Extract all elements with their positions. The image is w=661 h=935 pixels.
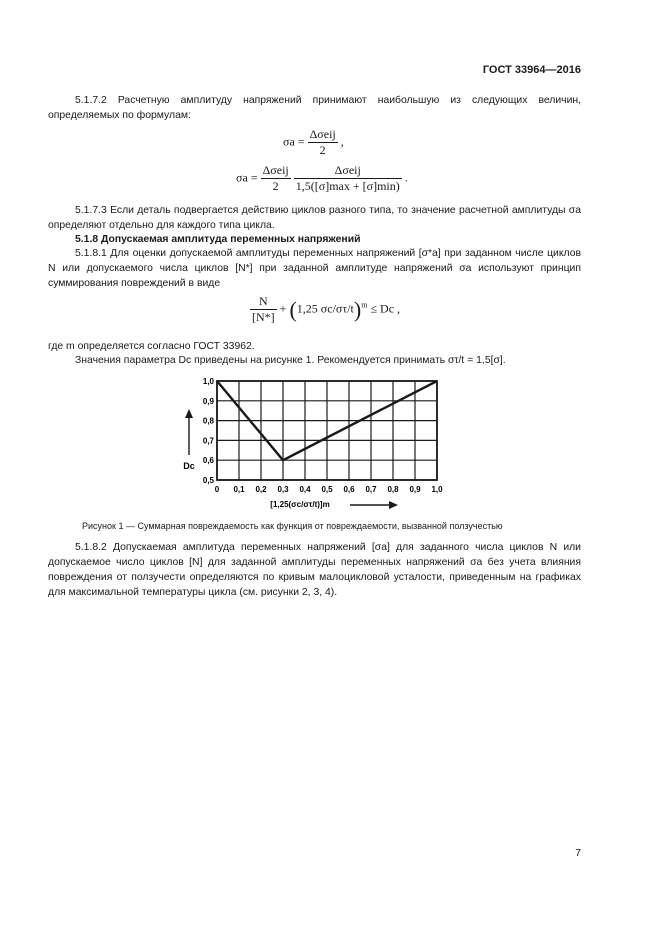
x-tick-label: 0,1	[233, 485, 245, 494]
formula-1	[283, 127, 344, 158]
x-tick-label: 0,9	[409, 485, 421, 494]
y-tick-label: 1,0	[202, 377, 214, 386]
document-code: ГОСТ 33964—2016	[482, 64, 581, 76]
y-tick-label: 0,8	[202, 416, 214, 426]
formula-2	[236, 163, 408, 194]
y-axis-arrow-head	[185, 409, 193, 418]
formula-2-lhs: σa =	[236, 170, 258, 185]
x-tick-label: 0,2	[255, 485, 267, 494]
x-tick-label: 0,4	[299, 485, 311, 494]
formula-1-tail: ,	[340, 134, 344, 149]
x-tick-label: 0,3	[277, 485, 289, 494]
formula-1-lhs: σa =	[283, 134, 305, 149]
formula-2-fraction-1	[261, 163, 291, 194]
section-heading-5-1-8: 5.1.8 Допускаемая амплитуда переменных напряжений	[75, 234, 361, 245]
formula-3-power: m	[361, 300, 368, 310]
page-number: 7	[575, 848, 581, 859]
damage-chart	[170, 372, 470, 512]
formula-3-rhs: ≤ Dc ,	[370, 301, 401, 316]
y-tick-label: 0,9	[202, 396, 214, 406]
paragraph-dc-values: Значения параметра Dc приведены на рисунке 1. Рекомендуется принимать στ/t = 1,5[σ].	[75, 355, 506, 366]
paragraph-where-m: где m определяется согласно ГОСТ 33962.	[48, 341, 255, 352]
paragraph-5-1-7-3: 5.1.7.3 Если деталь подвергается действию циклов разного типа, то значение расчетной амплитуды σa определяют отдельно для каждого типа цикла.	[48, 205, 581, 231]
paragraph-5-1-7-2: 5.1.7.2 Расчетную амплитуду напряжений принимают наибольшую из следующих величин, определяемых по формулам:	[48, 95, 581, 121]
formula-1-denominator: 2	[308, 142, 338, 158]
formula-3-fraction	[250, 294, 277, 325]
figure-caption: Рисунок 1 — Суммарная повреждаемость как функция от повреждаемости, вызванной ползучестью	[82, 521, 503, 531]
formula-2-denominator-2: 1,5([σ]max + [σ]min)	[295, 179, 400, 193]
x-tick-label: 1,0	[431, 485, 443, 494]
x-tick-label: 0	[214, 485, 220, 494]
formula-2-tail: .	[404, 170, 408, 185]
formula-3-denominator: [N*]	[252, 310, 275, 324]
formula-2-denominator-1: 2	[261, 178, 291, 194]
paragraph-5-1-8-2: 5.1.8.2 Допускаемая амплитуда переменных напряжений [σa] для заданного числа циклов N или допускаемое число циклов [N] для заданной амплитуды переменных напряжений σa без учета влияния повреждения от ползучести определяются по кривым малоцикловой усталости, приведенным на графиках для максимальной температуры цикла (см. рисунки 2, 3, 4).	[48, 542, 581, 598]
y-tick-label: 0,5	[202, 476, 214, 485]
formula-2-numerator-2: Δσeij	[334, 163, 361, 177]
formula-2-fraction-2	[294, 163, 402, 194]
x-tick-label: 0,7	[365, 485, 377, 494]
formula-3-numerator: N	[259, 294, 268, 308]
formula-3: $\frac{N}{[N*]}$ + (1,25 σc/στ/t)$^m$ ≤ Dc ,	[252, 294, 401, 324]
paragraph-5-1-8-1: 5.1.8.1 Для оценки допускаемой амплитуды переменных напряжений [σ*a] при заданном числе циклов N или допускаемого числа циклов [N*] при заданной амплитуде напряжений σa используют принцип суммирования повреждений в виде	[48, 248, 581, 289]
y-tick-label: 0,7	[202, 436, 214, 446]
x-axis-arrow-head	[389, 501, 398, 509]
formula-1-numerator: Δσeij	[309, 127, 336, 141]
x-tick-label: 0,6	[343, 485, 355, 494]
formula-3-plus: +	[279, 301, 287, 316]
y-axis-label: Dc	[183, 461, 195, 471]
formula-2-numerator-1: Δσeij	[262, 163, 289, 177]
x-axis-label: [1,25(σc/στ/t)]m	[270, 500, 330, 509]
formula-3-inner: 1,25 σc/στ/t	[296, 301, 354, 316]
x-tick-label: 0,8	[387, 485, 399, 494]
y-tick-label: 0,6	[202, 456, 214, 466]
x-tick-label: 0,5	[321, 485, 333, 494]
formula-1-fraction	[308, 127, 338, 158]
